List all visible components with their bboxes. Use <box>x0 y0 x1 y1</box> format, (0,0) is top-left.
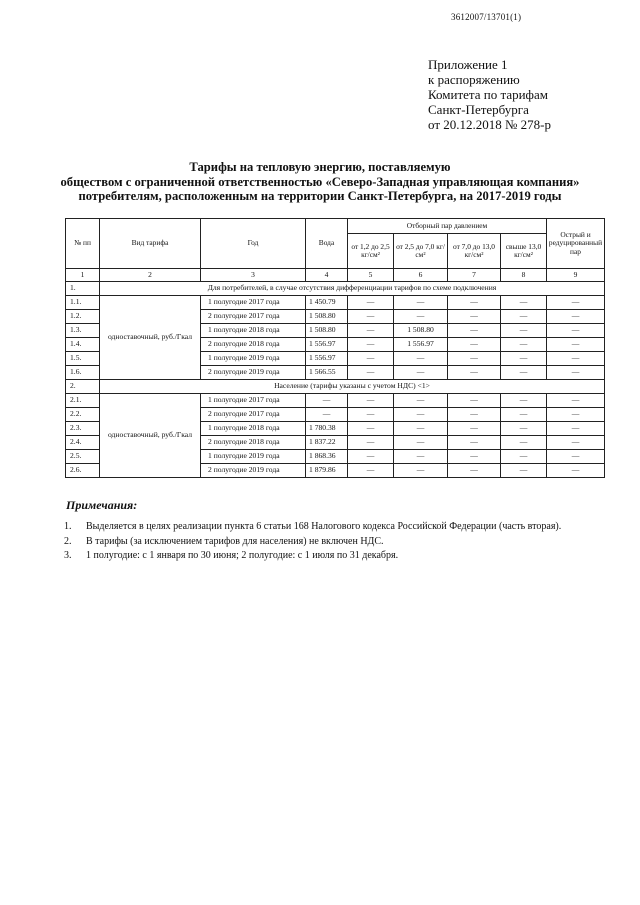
row-cell: — <box>501 338 547 352</box>
tariff-type-cell: одноставочный, руб./Гкал <box>100 394 201 478</box>
row-num: 1.4. <box>66 338 100 352</box>
row-cell: — <box>394 436 448 450</box>
row-cell: — <box>501 422 547 436</box>
section-num: 2. <box>66 380 100 394</box>
row-cell: — <box>501 310 547 324</box>
tariff-table <box>65 218 605 478</box>
column-number: 1 <box>66 269 100 282</box>
row-cell: — <box>348 324 394 338</box>
row-cell: — <box>348 296 394 310</box>
header-year: Год <box>201 219 306 269</box>
row-cell: — <box>501 366 547 380</box>
row-cell: — <box>448 436 501 450</box>
title-line: Тарифы на тепловую энергию, поставляемую <box>189 160 451 174</box>
row-cell: — <box>547 352 605 366</box>
row-cell: — <box>501 352 547 366</box>
row-year: 1 полугодие 2019 года <box>201 352 306 366</box>
header-water: Вода <box>306 219 348 269</box>
note-index: 1. <box>64 521 72 532</box>
row-cell: — <box>501 436 547 450</box>
row-cell: 1 508.80 <box>394 324 448 338</box>
row-cell: — <box>547 408 605 422</box>
row-num: 2.3. <box>66 422 100 436</box>
row-cell: — <box>448 394 501 408</box>
row-year: 2 полугодие 2019 года <box>201 464 306 478</box>
row-year: 2 полугодие 2018 года <box>201 338 306 352</box>
row-cell: — <box>394 464 448 478</box>
section-title: Население (тарифы указаны с учетом НДС) <1> <box>100 380 605 394</box>
column-number: 7 <box>448 269 501 282</box>
row-cell: — <box>448 450 501 464</box>
column-number: 9 <box>547 269 605 282</box>
row-cell: — <box>547 422 605 436</box>
row-cell: — <box>394 366 448 380</box>
header-pressure-2: от 2,5 до 7,0 кг/см² <box>394 234 448 269</box>
row-cell: — <box>547 296 605 310</box>
row-cell: — <box>394 352 448 366</box>
row-water: 1 556.97 <box>306 338 348 352</box>
row-water: 1 837.22 <box>306 436 348 450</box>
header-num: № пп <box>66 219 100 269</box>
row-water: 1 566.55 <box>306 366 348 380</box>
note-text: В тарифы (за исключением тарифов для населения) не включен НДС. <box>86 535 384 547</box>
row-cell: — <box>448 464 501 478</box>
appendix-line: Комитета по тарифам <box>428 87 548 102</box>
row-cell: — <box>348 310 394 324</box>
notes-heading: Примечания: <box>66 498 138 512</box>
row-water: 1 868.36 <box>306 450 348 464</box>
note-item <box>64 520 561 535</box>
row-num: 1.3. <box>66 324 100 338</box>
table-row <box>66 296 605 310</box>
row-cell: — <box>547 436 605 450</box>
row-cell: — <box>394 408 448 422</box>
row-num: 1.1. <box>66 296 100 310</box>
document-title <box>0 160 640 204</box>
row-cell: — <box>547 366 605 380</box>
row-cell: — <box>348 338 394 352</box>
row-cell: — <box>394 394 448 408</box>
row-cell: — <box>348 352 394 366</box>
row-num: 2.4. <box>66 436 100 450</box>
title-line: потребителям, расположенным на территории Санкт-Петербурга, на 2017-2019 годы <box>78 189 562 203</box>
row-cell: — <box>547 394 605 408</box>
row-water: 1 508.80 <box>306 310 348 324</box>
header-pressure-1: от 1,2 до 2,5 кг/см² <box>348 234 394 269</box>
appendix-line: Санкт-Петербурга <box>428 102 529 117</box>
row-cell: — <box>501 394 547 408</box>
row-cell: — <box>547 464 605 478</box>
notes-list <box>64 520 561 564</box>
row-year: 2 полугодие 2018 года <box>201 436 306 450</box>
section-row <box>66 282 605 296</box>
header-tariff-type: Вид тарифа <box>100 219 201 269</box>
column-numbers-row <box>66 269 605 282</box>
tariff-type-cell: одноставочный, руб./Гкал <box>100 296 201 380</box>
section-row <box>66 380 605 394</box>
note-index: 3. <box>64 550 72 561</box>
row-cell: — <box>501 408 547 422</box>
row-cell: — <box>547 324 605 338</box>
appendix-line: от 20.12.2018 № 278-р <box>428 117 551 132</box>
row-num: 1.6. <box>66 366 100 380</box>
row-water: 1 556.97 <box>306 352 348 366</box>
column-number: 8 <box>501 269 547 282</box>
title-line: обществом с ограниченной ответственностью «Северо-Западная управляющая компания» <box>60 174 580 189</box>
row-cell: — <box>547 338 605 352</box>
row-cell: — <box>448 296 501 310</box>
row-cell: — <box>448 338 501 352</box>
row-cell: — <box>394 450 448 464</box>
row-cell: — <box>501 296 547 310</box>
row-year: 1 полугодие 2018 года <box>201 422 306 436</box>
column-number: 4 <box>306 269 348 282</box>
row-num: 2.2. <box>66 408 100 422</box>
row-cell: — <box>348 366 394 380</box>
row-year: 2 полугодие 2019 года <box>201 366 306 380</box>
document-id: 3612007/13701(1) <box>451 12 522 22</box>
row-year: 1 полугодие 2019 года <box>201 450 306 464</box>
header-steam-group: Отборный пар давлением <box>348 219 547 234</box>
appendix-line: к распоряжению <box>428 72 520 87</box>
header-pressure-3: от 7,0 до 13,0 кг/см² <box>448 234 501 269</box>
row-water: 1 508.80 <box>306 324 348 338</box>
row-cell: — <box>448 352 501 366</box>
row-year: 1 полугодие 2017 года <box>201 394 306 408</box>
row-water: — <box>306 394 348 408</box>
row-cell: — <box>448 310 501 324</box>
column-number: 5 <box>348 269 394 282</box>
header-pressure-4: свыше 13,0 кг/см² <box>501 234 547 269</box>
row-num: 1.2. <box>66 310 100 324</box>
note-item <box>64 535 561 550</box>
column-number: 3 <box>201 269 306 282</box>
row-cell: — <box>348 450 394 464</box>
note-item <box>64 549 561 564</box>
row-water: 1 450.79 <box>306 296 348 310</box>
row-num: 2.1. <box>66 394 100 408</box>
row-year: 2 полугодие 2017 года <box>201 310 306 324</box>
row-cell: — <box>348 422 394 436</box>
row-cell: — <box>394 296 448 310</box>
table-row <box>66 394 605 408</box>
row-cell: — <box>448 408 501 422</box>
note-index: 2. <box>64 535 72 547</box>
row-cell: — <box>448 366 501 380</box>
row-cell: — <box>501 464 547 478</box>
row-cell: — <box>348 464 394 478</box>
row-water: — <box>306 408 348 422</box>
row-cell: — <box>394 422 448 436</box>
column-number: 6 <box>394 269 448 282</box>
row-water: 1 780.38 <box>306 422 348 436</box>
section-title: Для потребителей, в случае отсутствия дифференциации тарифов по схеме подключения <box>100 282 605 296</box>
row-cell: — <box>547 310 605 324</box>
row-cell: — <box>448 422 501 436</box>
row-num: 2.5. <box>66 450 100 464</box>
note-text: 1 полугодие: с 1 января по 30 июня; 2 полугодие: с 1 июля по 31 декабря. <box>86 550 399 561</box>
column-number: 2 <box>100 269 201 282</box>
row-water: 1 879.86 <box>306 464 348 478</box>
row-num: 1.5. <box>66 352 100 366</box>
row-cell: — <box>394 310 448 324</box>
row-year: 1 полугодие 2017 года <box>201 296 306 310</box>
row-cell: — <box>348 436 394 450</box>
appendix-block <box>428 57 551 132</box>
row-cell: — <box>547 450 605 464</box>
row-year: 2 полугодие 2017 года <box>201 408 306 422</box>
row-year: 1 полугодие 2018 года <box>201 324 306 338</box>
row-cell: 1 556.97 <box>394 338 448 352</box>
header-sharp-steam: Острый и редуцированный пар <box>547 219 605 269</box>
row-cell: — <box>501 324 547 338</box>
row-cell: — <box>348 408 394 422</box>
note-text: Выделяется в целях реализации пункта 6 статьи 168 Налогового кодекса Российской Федерации (часть вторая). <box>86 521 562 532</box>
row-cell: — <box>448 324 501 338</box>
row-cell: — <box>348 394 394 408</box>
section-num: 1. <box>66 282 100 296</box>
row-cell: — <box>501 450 547 464</box>
row-num: 2.6. <box>66 464 100 478</box>
appendix-line: Приложение 1 <box>428 57 508 72</box>
